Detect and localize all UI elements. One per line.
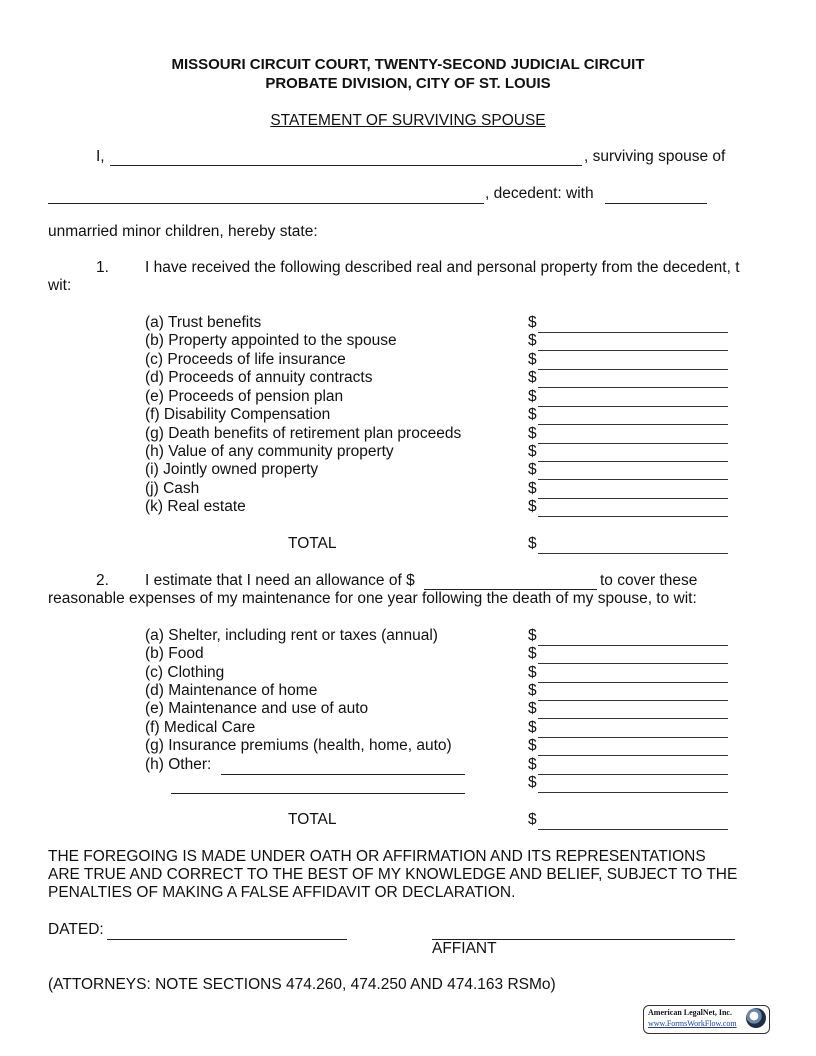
- spouse-name-field[interactable]: [110, 149, 582, 166]
- clothing-amount[interactable]: [538, 668, 728, 683]
- auto-maintenance-amount[interactable]: [538, 704, 728, 719]
- globe-icon: [746, 1008, 766, 1028]
- dollar-sign: $: [528, 369, 537, 386]
- life-insurance-amount[interactable]: [538, 355, 728, 370]
- property-label: (a) Trust benefits: [145, 314, 262, 331]
- property-label: (g) Death benefits of retirement plan proceeds: [145, 425, 462, 442]
- food-amount[interactable]: [538, 649, 728, 664]
- section2-text-b: to cover these: [600, 572, 698, 589]
- expense-label: (b) Food: [145, 645, 204, 662]
- dollar-sign: $: [528, 535, 537, 552]
- section1-total-label: TOTAL: [288, 535, 337, 552]
- property-label: (d) Proceeds of annuity contracts: [145, 369, 373, 386]
- dollar-sign: $: [528, 461, 537, 478]
- real-estate-amount[interactable]: [538, 502, 728, 517]
- other-description-field-2[interactable]: [171, 777, 465, 794]
- minor-children-count-field[interactable]: [605, 187, 707, 204]
- section1-number: 1.: [96, 259, 109, 276]
- community-property-amount[interactable]: [538, 447, 728, 462]
- oath-line-3: PENALTIES OF MAKING A FALSE AFFIDAVIT OR DECLARATION.: [48, 884, 516, 901]
- dollar-sign: $: [528, 332, 537, 349]
- dollar-sign: $: [528, 388, 537, 405]
- logo-company-name: American LegalNet, Inc.: [648, 1008, 732, 1017]
- pension-plan-amount[interactable]: [538, 392, 728, 407]
- property-label: (c) Proceeds of life insurance: [145, 351, 346, 368]
- shelter-amount[interactable]: [538, 631, 728, 646]
- oath-line-1: THE FOREGOING IS MADE UNDER OATH OR AFFIRMATION AND ITS REPRESENTATIONS: [48, 848, 706, 865]
- logo-website-link[interactable]: www.FormsWorkFlow.com: [648, 1019, 737, 1028]
- expense-label: (c) Clothing: [145, 664, 225, 681]
- american-legalnet-logo[interactable]: [643, 1005, 770, 1034]
- dollar-sign: $: [528, 406, 537, 423]
- medical-care-amount[interactable]: [538, 723, 728, 738]
- dollar-sign: $: [528, 645, 537, 662]
- section2-text-a: I estimate that I need an allowance of $: [145, 572, 415, 589]
- retirement-death-benefits-amount[interactable]: [538, 429, 728, 444]
- surviving-spouse-of-text: , surviving spouse of: [584, 148, 726, 165]
- cash-amount[interactable]: [538, 484, 728, 499]
- property-label: (e) Proceeds of pension plan: [145, 388, 344, 405]
- other-description-field-1[interactable]: [221, 758, 465, 775]
- section2-total-label: TOTAL: [288, 811, 337, 828]
- dollar-sign: $: [528, 756, 537, 773]
- dated-field[interactable]: [107, 923, 347, 940]
- property-label: (f) Disability Compensation: [145, 406, 331, 423]
- dollar-sign: $: [528, 627, 537, 644]
- court-name: MISSOURI CIRCUIT COURT, TWENTY-SECOND JUDICIAL CIRCUIT: [171, 56, 645, 73]
- decedent-name-field[interactable]: [48, 187, 484, 204]
- expense-label: (e) Maintenance and use of auto: [145, 700, 369, 717]
- document-title: STATEMENT OF SURVIVING SPOUSE: [270, 112, 546, 129]
- dollar-sign: $: [528, 737, 537, 754]
- section1-total-amount[interactable]: [538, 539, 728, 554]
- dollar-sign: $: [528, 811, 537, 828]
- intro-prefix: I,: [96, 148, 105, 165]
- home-maintenance-amount[interactable]: [538, 686, 728, 701]
- allowance-amount-field[interactable]: [424, 573, 597, 590]
- property-label: (h) Value of any community property: [145, 443, 394, 460]
- affiant-label: AFFIANT: [432, 940, 497, 957]
- children-statement: unmarried minor children, hereby state:: [48, 223, 318, 240]
- dollar-sign: $: [528, 682, 537, 699]
- property-label: (b) Property appointed to the spouse: [145, 332, 397, 349]
- dollar-sign: $: [528, 498, 537, 515]
- expense-label: (g) Insurance premiums (health, home, auto): [145, 737, 452, 754]
- other-amount-1[interactable]: [538, 760, 728, 775]
- section2-total-amount[interactable]: [538, 815, 728, 830]
- dated-label: DATED:: [48, 921, 104, 938]
- dollar-sign: $: [528, 774, 537, 791]
- property-label: (i) Jointly owned property: [145, 461, 319, 478]
- dollar-sign: $: [528, 480, 537, 497]
- dollar-sign: $: [528, 719, 537, 736]
- decedent-with-text: , decedent: with: [485, 185, 594, 202]
- property-label: (k) Real estate: [145, 498, 246, 515]
- section1-text-cont: wit:: [48, 277, 72, 294]
- oath-line-2: ARE TRUE AND CORRECT TO THE BEST OF MY KNOWLEDGE AND BELIEF, SUBJECT TO THE: [48, 866, 738, 883]
- expense-label: (f) Medical Care: [145, 719, 256, 736]
- trust-benefits-amount[interactable]: [538, 318, 728, 333]
- expense-label: (h) Other:: [145, 756, 212, 773]
- property-label: (j) Cash: [145, 480, 200, 497]
- section2-number: 2.: [96, 572, 109, 589]
- disability-compensation-amount[interactable]: [538, 410, 728, 425]
- annuity-contracts-amount[interactable]: [538, 373, 728, 388]
- dollar-sign: $: [528, 700, 537, 717]
- dollar-sign: $: [528, 314, 537, 331]
- jointly-owned-property-amount[interactable]: [538, 465, 728, 480]
- section2-text-line2: reasonable expenses of my maintenance for one year following the death of my spouse, to wit:: [48, 590, 697, 607]
- dollar-sign: $: [528, 351, 537, 368]
- section1-text: I have received the following described real and personal property from the decedent, t: [145, 259, 740, 276]
- affiant-signature-field[interactable]: [432, 923, 735, 940]
- attorneys-note: (ATTORNEYS: NOTE SECTIONS 474.260, 474.250 AND 474.163 RSMo): [48, 976, 556, 993]
- other-amount-2[interactable]: [538, 778, 728, 793]
- expense-label: (a) Shelter, including rent or taxes (annual): [145, 627, 438, 644]
- dollar-sign: $: [528, 425, 537, 442]
- dollar-sign: $: [528, 664, 537, 681]
- dollar-sign: $: [528, 443, 537, 460]
- expense-label: (d) Maintenance of home: [145, 682, 318, 699]
- property-appointed-amount[interactable]: [538, 336, 728, 351]
- court-division: PROBATE DIVISION, CITY OF ST. LOUIS: [265, 75, 551, 92]
- insurance-premiums-amount[interactable]: [538, 741, 728, 756]
